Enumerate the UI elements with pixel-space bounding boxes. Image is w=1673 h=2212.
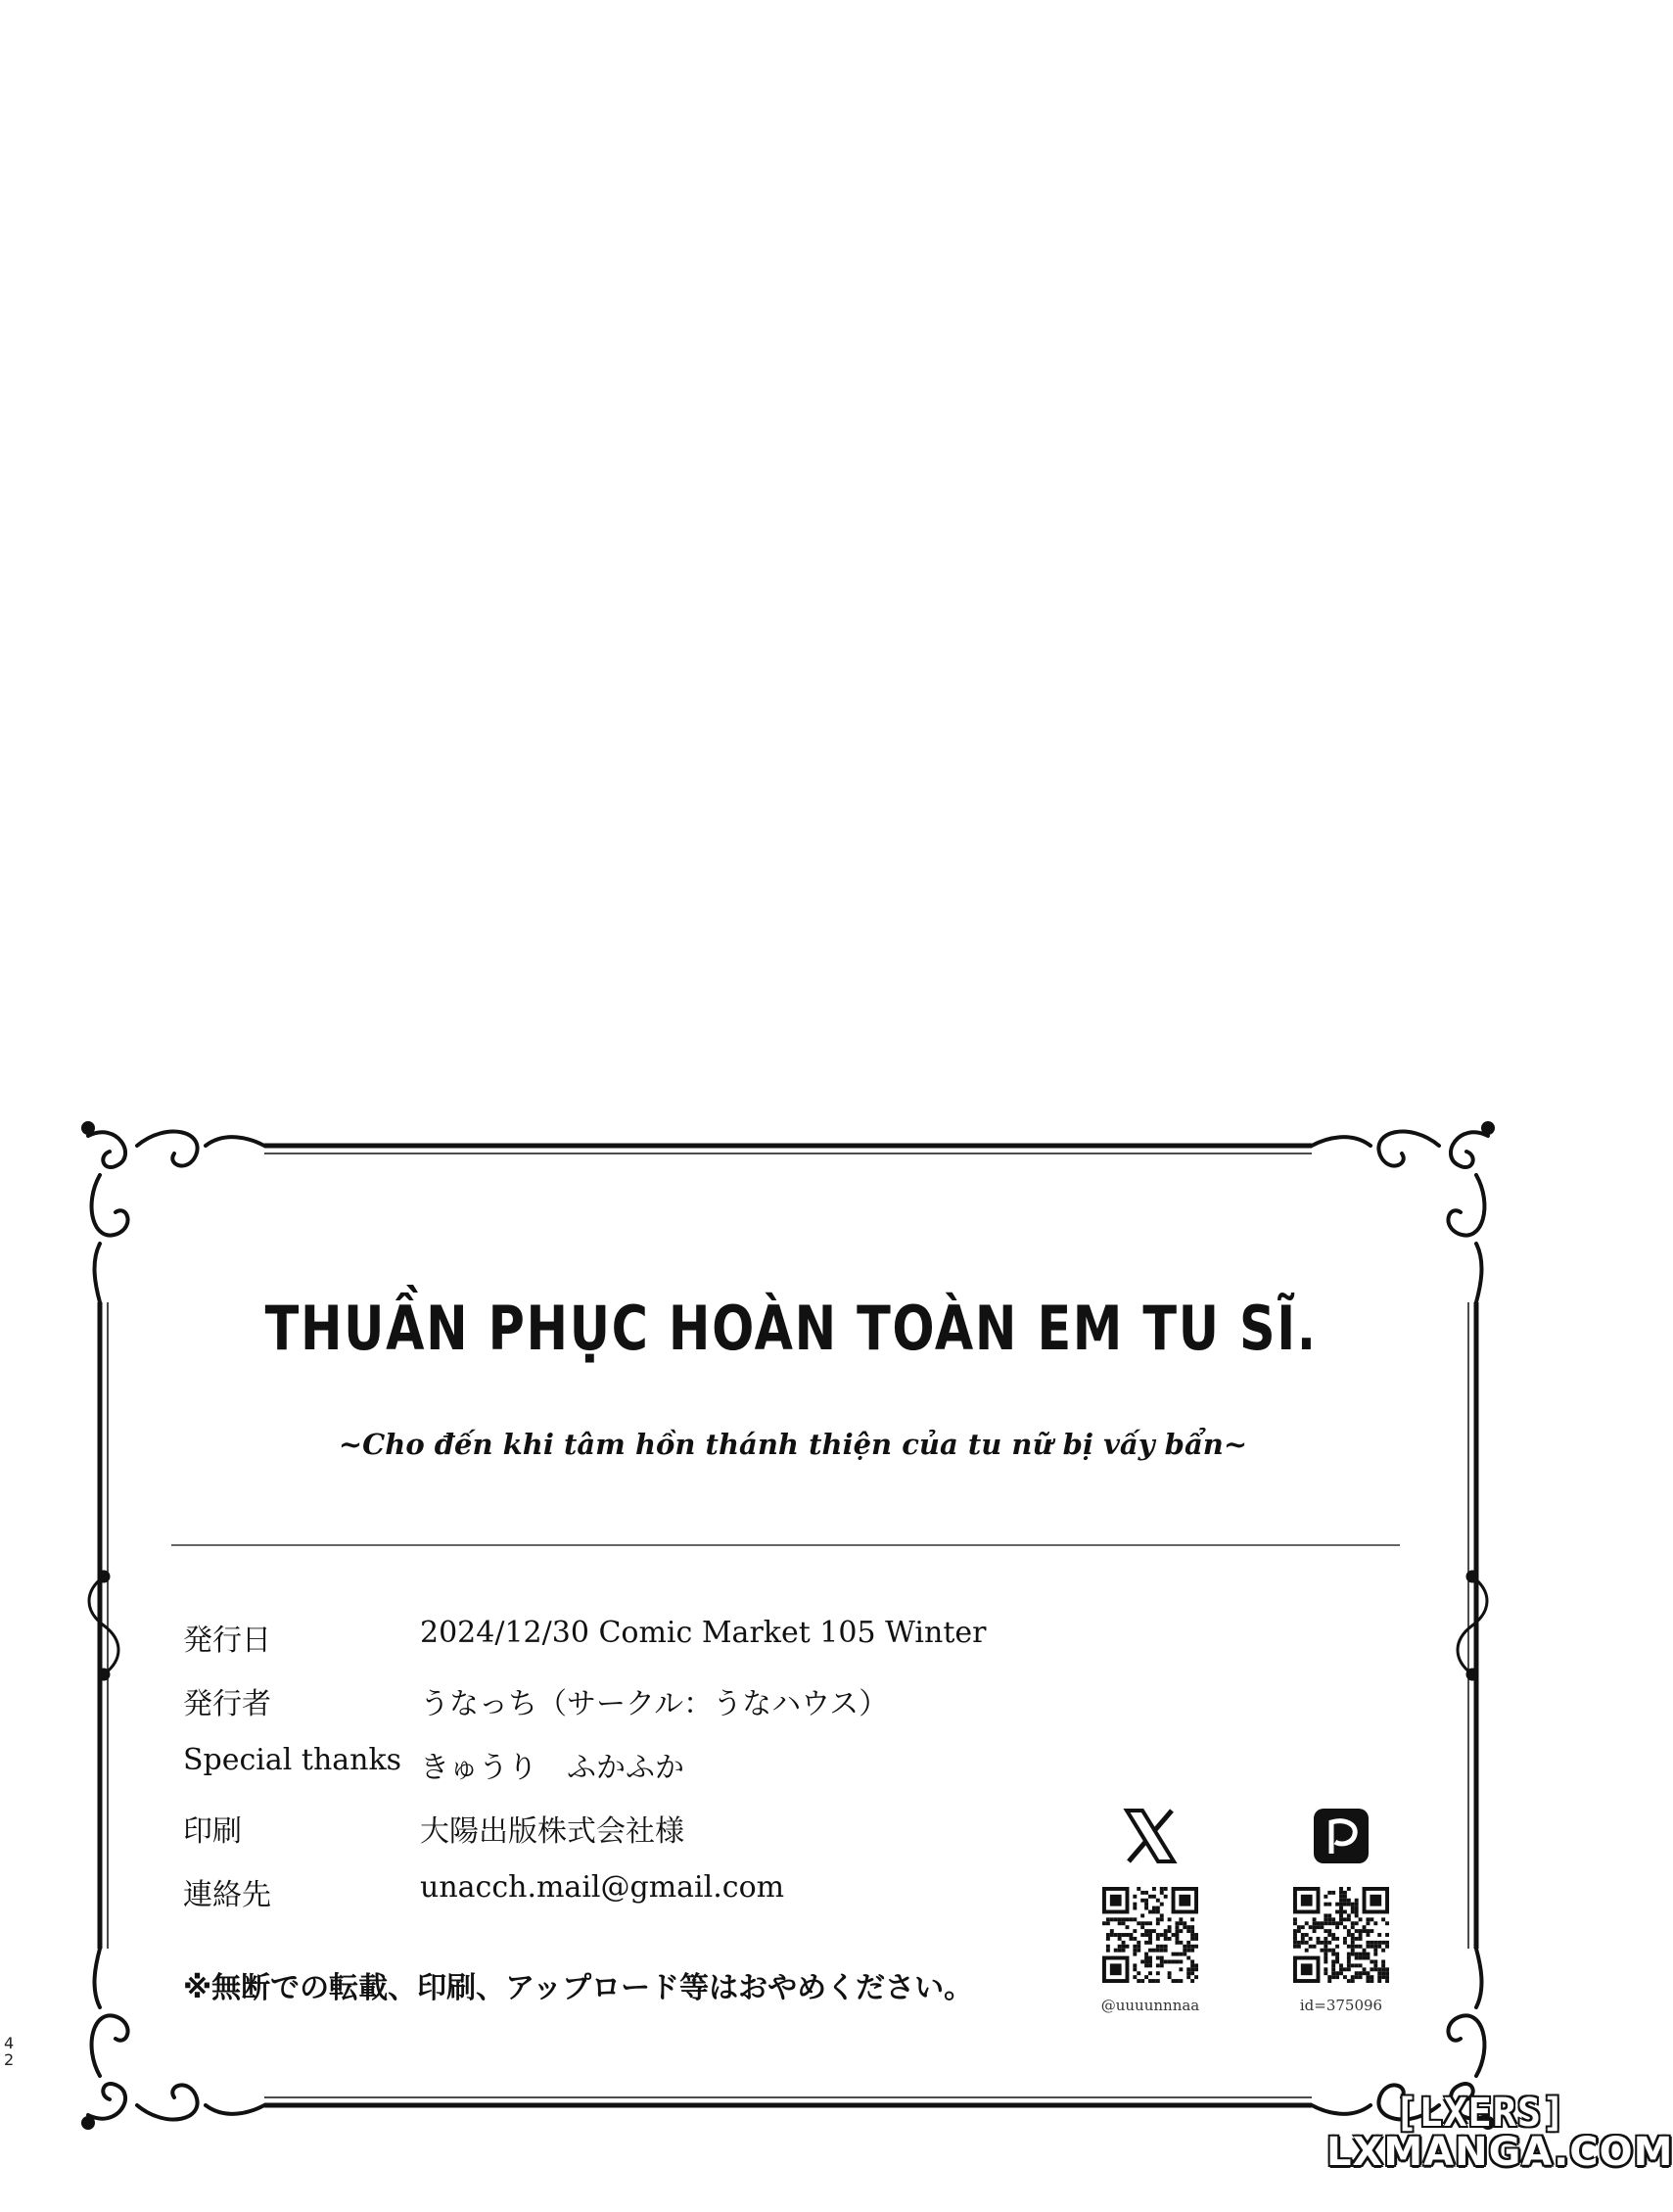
credit-value: うなっち（サークル：うなハウス）	[420, 1687, 889, 1721]
divider-rule	[171, 1544, 1400, 1546]
social-pixiv[interactable]	[1273, 1807, 1410, 2014]
credit-label: 連絡先	[183, 1878, 271, 1912]
social-x[interactable]	[1082, 1807, 1219, 2014]
x-logo-icon	[1121, 1807, 1180, 1865]
reproduction-notice: ※無断での転載、印刷、アップロード等はおやめください。	[183, 1971, 974, 2005]
site-watermark	[1326, 2091, 1673, 2175]
page-number-digit: 4	[4, 2034, 15, 2052]
credit-label: 印刷	[183, 1814, 242, 1849]
credit-row-contact	[183, 1870, 1064, 1934]
credit-label: 発行者	[183, 1687, 271, 1721]
credit-row-date	[183, 1616, 1064, 1679]
watermark-site: LXMANGA.COM	[1326, 2130, 1673, 2175]
page-number	[4, 2035, 14, 2068]
pixiv-logo-icon	[1312, 1807, 1371, 1865]
credit-label: 発行日	[183, 1624, 271, 1658]
credit-value: 大陽出版株式会社様	[420, 1814, 684, 1849]
book-title: THUẦN PHỤC HOÀN TOÀN EM TU SĨ.	[264, 1293, 1318, 1364]
credit-row-thanks	[183, 1743, 1064, 1807]
qr-code-icon[interactable]	[1102, 1887, 1198, 1983]
qr-code-icon[interactable]	[1293, 1887, 1389, 1983]
watermark-group: [LXERS]	[1394, 2091, 1566, 2136]
colophon-credits	[183, 1616, 1064, 1934]
credit-value: unacch.mail@gmail.com	[420, 1870, 785, 1905]
book-subtitle: ~Cho đến khi tâm hồn thánh thiện của tu nữ bị vấy bẩn~	[338, 1428, 1248, 1461]
x-handle: @uuuunnnaa	[1100, 1997, 1200, 2014]
credit-row-printer	[183, 1807, 1064, 1870]
credit-label: Special thanks	[183, 1743, 402, 1777]
pixiv-handle: id=375096	[1299, 1997, 1383, 2014]
credit-value: きゅうり ふかふか	[420, 1751, 684, 1785]
page-number-digit: 2	[4, 2050, 15, 2069]
credit-value: 2024/12/30 Comic Market 105 Winter	[420, 1616, 987, 1650]
credit-row-publisher	[183, 1679, 1064, 1743]
